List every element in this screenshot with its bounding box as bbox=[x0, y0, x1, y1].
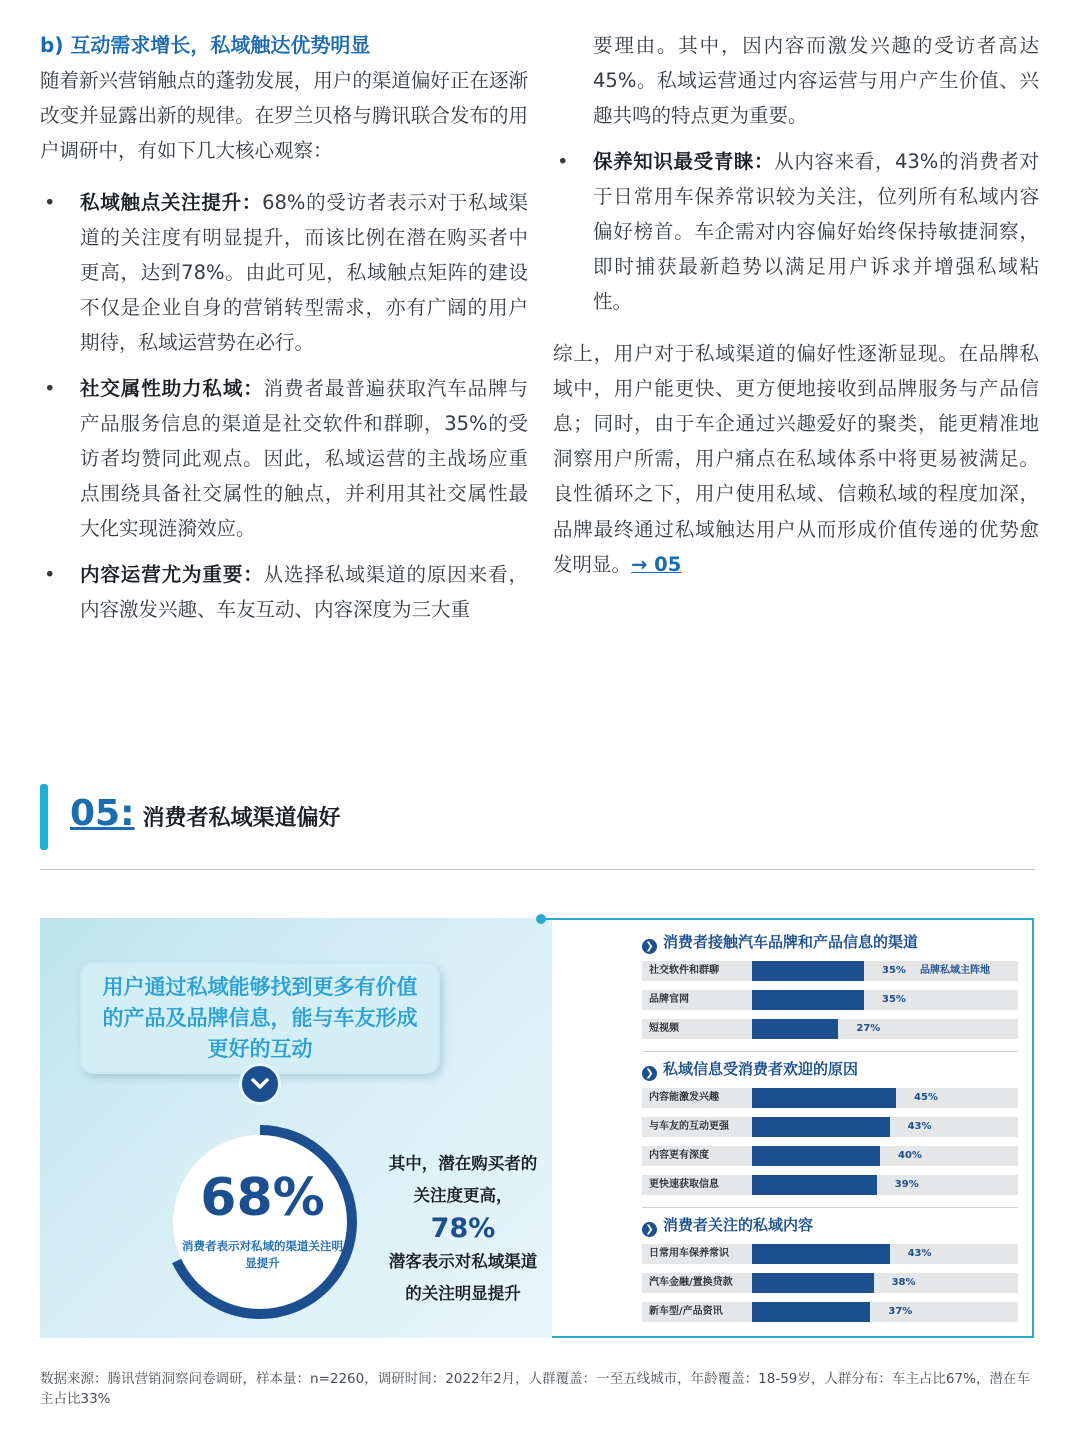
bar-row bbox=[642, 1244, 1018, 1264]
bullet-item bbox=[553, 144, 1039, 320]
chart-panel-top-line bbox=[540, 918, 1034, 920]
bullet-title: 保养知识最受青睐： bbox=[593, 149, 775, 173]
bar-row bbox=[642, 1302, 1018, 1322]
bullet-title: 私域触点关注提升： bbox=[80, 190, 263, 214]
bar bbox=[752, 1088, 896, 1108]
figure-title bbox=[70, 792, 341, 841]
bullet-item bbox=[40, 185, 528, 361]
bar-value-label: 35% bbox=[882, 965, 906, 976]
note-line: 的关注明显提升 bbox=[405, 1284, 521, 1303]
bar-category-label: 社交软件和群聊 bbox=[649, 965, 719, 976]
bullet-item bbox=[40, 371, 528, 547]
bar-value-label: 37% bbox=[888, 1306, 913, 1317]
chart-group-title bbox=[642, 932, 918, 954]
bar-category-label: 日常用车保养常识 bbox=[649, 1248, 729, 1259]
main-percentage-label: 消费者表示对私域的渠道关注明显提升 bbox=[182, 1239, 343, 1270]
callout-text: 用户通过私域能够找到更多有价值的产品及品牌信息，能与车友形成更好的互动 bbox=[102, 974, 418, 1061]
chart-title-text: 消费者接触汽车品牌和产品信息的渠道 bbox=[663, 933, 919, 951]
continuation-paragraph: 要理由。其中，因内容而激发兴趣的受访者高达45%。私域运营通过内容运营与用户产生价值、兴趣共鸣的特点更为重要。 bbox=[593, 34, 1039, 128]
figure-divider bbox=[40, 869, 1035, 870]
bar bbox=[752, 1244, 890, 1264]
chart-panel-dot bbox=[536, 914, 546, 924]
figure-reference-label: 05 bbox=[654, 552, 682, 576]
bar-category-label: 新车型/产品资讯 bbox=[649, 1306, 723, 1317]
bar-category-label: 短视频 bbox=[649, 1023, 679, 1034]
main-percentage: 68% bbox=[200, 1168, 325, 1228]
bar bbox=[752, 961, 864, 981]
bullet-item bbox=[40, 557, 528, 627]
bullet-text: 消费者最普遍获取汽车品牌与产品服务信息的渠道是社交软件和群聊，35%的受访者均赞同此观点。因此，私域运营的主战场应重点围绕具备社交属性的触点，并利用其社交属性最大化实现涟漪效应。 bbox=[80, 376, 528, 541]
bar-value-label: 39% bbox=[894, 1179, 919, 1190]
bar bbox=[752, 1146, 880, 1166]
chart-title-text: 私域信息受消费者欢迎的原因 bbox=[663, 1060, 859, 1078]
bar-row bbox=[642, 1019, 1018, 1039]
chart-group-title bbox=[642, 1059, 858, 1081]
observation-list bbox=[40, 185, 528, 627]
source-footnote: 数据来源：腾讯营销洞察问卷调研，样本量：n=2260，调研时间：2022年2月，人群覆盖：一至五线城市，年龄覆盖：18-59岁，人群分布：车主占比67%，潜在车主占比33% bbox=[40, 1371, 1030, 1407]
figure-accent-bar bbox=[40, 784, 48, 850]
chart-group-title bbox=[642, 1215, 813, 1237]
bar-value-label: 43% bbox=[907, 1248, 932, 1259]
left-text-column bbox=[40, 28, 528, 627]
note-line: 关注度更高， bbox=[413, 1186, 513, 1205]
bar-value-label: 35% bbox=[882, 994, 906, 1005]
figure-number: 05: bbox=[70, 793, 135, 834]
callout-box bbox=[80, 962, 440, 1074]
bar bbox=[752, 1175, 877, 1195]
section-heading: b) 互动需求增长，私域触达优势明显 bbox=[40, 33, 371, 57]
potential-buyer-percentage: 78% bbox=[430, 1213, 496, 1244]
bar-category-label: 更快速获取信息 bbox=[649, 1179, 719, 1190]
bar-row bbox=[642, 990, 1018, 1010]
bar-value-label: 38% bbox=[891, 1277, 916, 1288]
intro-paragraph: 随着新兴营销触点的蓬勃发展，用户的渠道偏好正在逐渐改变并显露出新的规律。在罗兰贝格与腾讯联合发布的用户调研中，有如下几大核心观察： bbox=[40, 69, 528, 163]
bar-row bbox=[642, 1175, 1018, 1195]
bar-row bbox=[642, 1117, 1018, 1137]
chart-group-divider bbox=[642, 1207, 1018, 1208]
bar-value-label: 43% bbox=[907, 1121, 932, 1132]
summary-text: 综上，用户对于私域渠道的偏好性逐渐显现。在品牌私域中，用户能更快、更方便地接收到品牌服务与产品信息；同时，由于车企通过兴趣爱好的聚类，能更精准地洞察用户所需，用户痛点在私域体系中将更易被满足。良性循环之下，用户使用私域、信赖私域的程度加深，品牌最终通过私域触达用户从而形成价值传递的优势愈发明显。 bbox=[553, 341, 1039, 576]
bar-category-label: 与车友的互动更强 bbox=[649, 1121, 729, 1132]
chevron-right-icon: ❯ bbox=[642, 1066, 657, 1081]
bullet-title: 内容运营尤为重要： bbox=[80, 562, 264, 586]
bar-category-label: 内容能激发兴趣 bbox=[649, 1092, 719, 1103]
arrow-right-icon: → bbox=[631, 552, 648, 576]
bar-row bbox=[642, 1088, 1018, 1108]
bullet-dot-icon: • bbox=[44, 376, 56, 400]
bar-value-label: 45% bbox=[914, 1092, 938, 1103]
bullet-title: 社交属性助力私域： bbox=[80, 376, 264, 400]
chevron-right-icon: ❯ bbox=[642, 939, 657, 954]
chart-group-divider bbox=[642, 1051, 1018, 1052]
figure-name: 消费者私域渠道偏好 bbox=[142, 806, 341, 831]
bullet-text: 从选择私域渠道的原因来看，内容激发兴趣、车友互动、内容深度为三大重 bbox=[80, 562, 528, 621]
bar-row bbox=[642, 1273, 1018, 1293]
bar-value-label: 40% bbox=[898, 1150, 922, 1161]
potential-buyer-note bbox=[378, 1148, 548, 1310]
note-line: 潜客表示对私域渠道 bbox=[388, 1252, 538, 1271]
bullet-text: 68%的受访者表示对于私域渠道的关注度有明显提升，而该比例在潜在购买者中更高，达到78%。由此可见，私域触点矩阵的建设不仅是企业自身的营销转型需求，亦有广阔的用户期待，私域运营势在必行。 bbox=[80, 190, 528, 355]
bar-annotation: 品牌私域主阵地 bbox=[920, 965, 990, 976]
bar bbox=[752, 1273, 874, 1293]
bar bbox=[752, 1117, 890, 1137]
chevron-right-icon: ❯ bbox=[642, 1222, 657, 1237]
chevron-down-icon bbox=[239, 1063, 281, 1105]
note-line: 其中，潜在购买者的 bbox=[388, 1154, 538, 1173]
figure-reference-link[interactable] bbox=[631, 553, 681, 576]
bar-row bbox=[642, 961, 1018, 981]
summary-paragraph bbox=[553, 336, 1039, 582]
bar-category-label: 内容更有深度 bbox=[649, 1150, 709, 1161]
bar bbox=[752, 1019, 838, 1039]
bar-category-label: 汽车金融/置换贷款 bbox=[649, 1277, 733, 1288]
chart-title-text: 消费者关注的私域内容 bbox=[663, 1216, 814, 1234]
bullet-text: 从内容来看，43%的消费者对于日常用车保养常识较为关注，位列所有私域内容偏好榜首。车企需对内容偏好始终保持敏捷洞察，即时捕获最新趋势以满足用户诉求并增强私域粘性。 bbox=[593, 149, 1039, 314]
bar-value-label: 27% bbox=[856, 1023, 881, 1034]
bar bbox=[752, 1302, 870, 1322]
bar-row bbox=[642, 1146, 1018, 1166]
bar bbox=[752, 990, 864, 1010]
bullet-dot-icon: • bbox=[557, 149, 569, 173]
bullet-dot-icon: • bbox=[44, 562, 56, 586]
bar-category-label: 品牌官网 bbox=[649, 994, 689, 1005]
bullet-dot-icon: • bbox=[44, 190, 56, 214]
right-text-column bbox=[553, 28, 1039, 582]
